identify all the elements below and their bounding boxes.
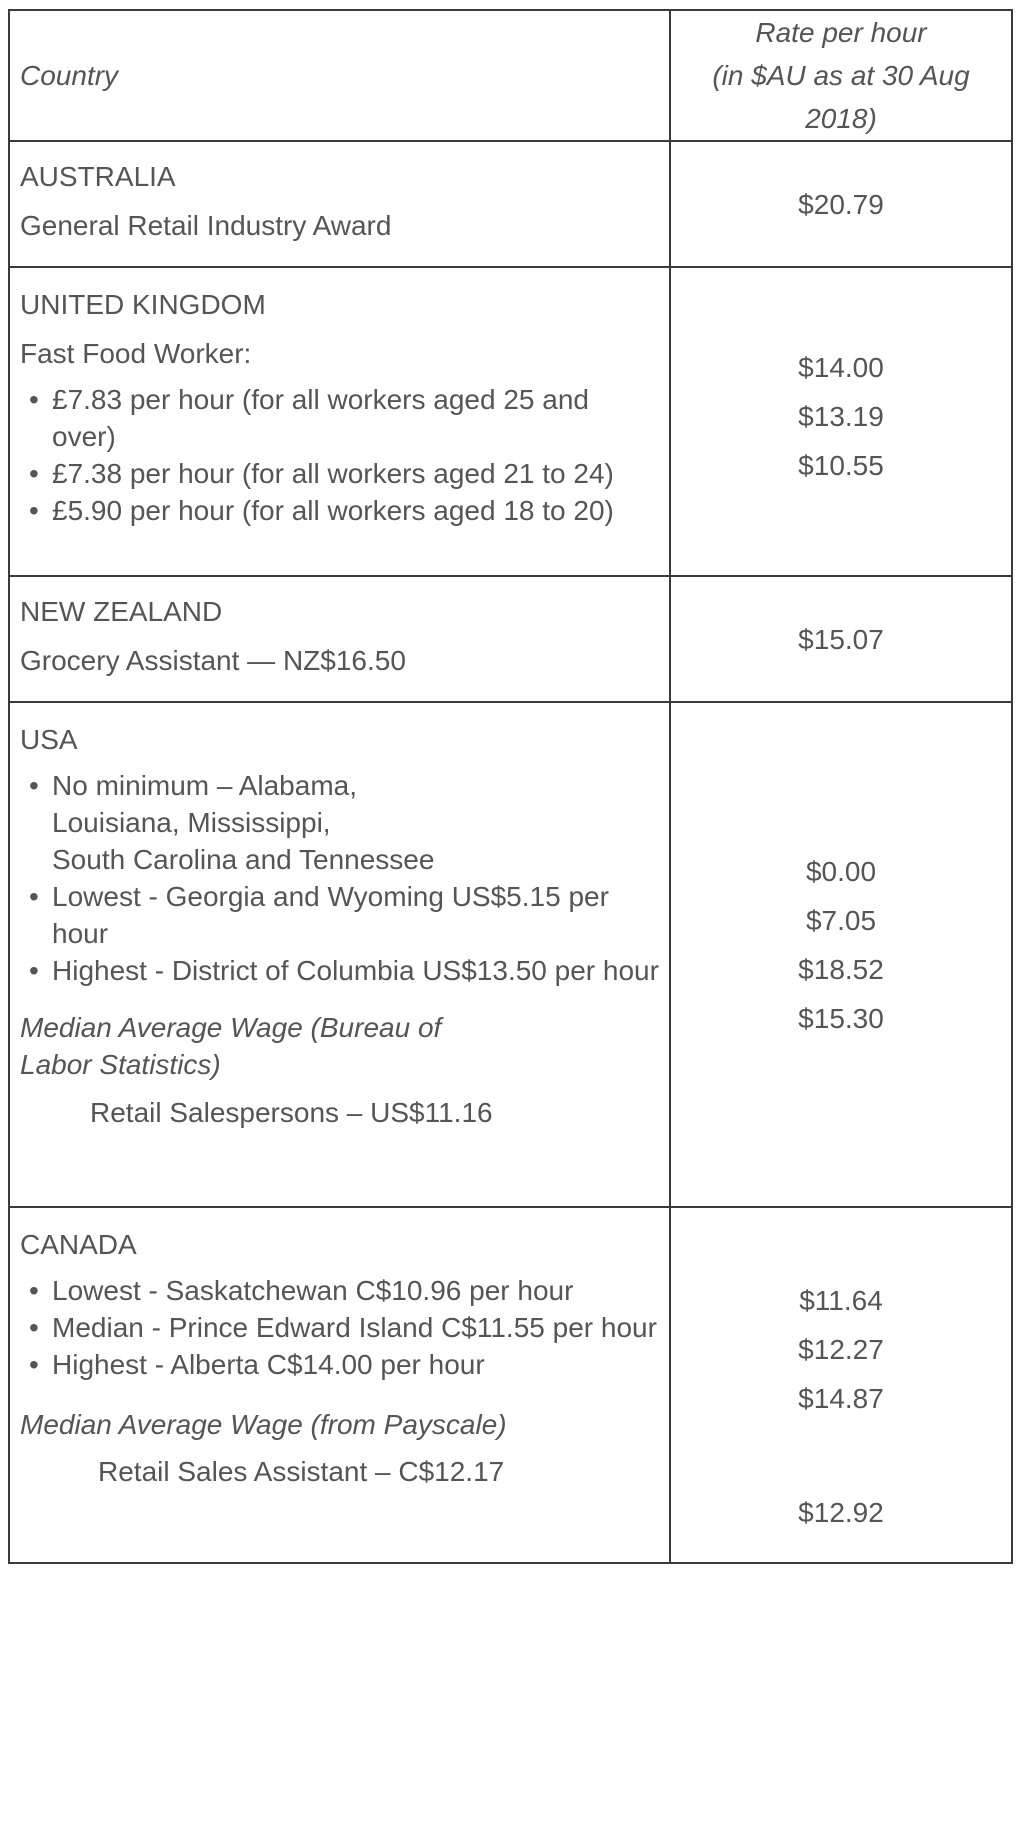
rate-value: $20.79 (798, 188, 884, 220)
rate-cell (670, 576, 1012, 702)
table-row-usa (9, 702, 1012, 1207)
list-item-text: • No minimum – Alabama, Louisiana, Mississippi, (52, 770, 358, 838)
country-cell (9, 1207, 670, 1563)
country-cell (9, 702, 670, 1207)
header-rate (670, 10, 1012, 141)
spacer (20, 989, 659, 1009)
header-rate-line: Rate per hour (755, 17, 927, 48)
rate-cell (670, 1207, 1012, 1563)
rate-value: $18.52 (798, 953, 884, 985)
country-detail: Fast Food Worker: (20, 338, 252, 369)
spacer (675, 1423, 1007, 1488)
median-label: Median Average Wage (Bureau of Labor Statistics) (20, 1012, 442, 1080)
wage-table (8, 9, 1013, 1564)
country-name: USA (20, 724, 78, 755)
rate-value: $15.07 (798, 623, 884, 655)
header-rate-line: (in $AU as at 30 Aug (712, 60, 970, 91)
bullet-list (20, 381, 659, 529)
list-item-text: South Carolina and Tennessee (52, 844, 435, 875)
median-detail: Retail Sales Assistant – C$12.17 (98, 1456, 505, 1487)
header-rate-line: 2018) (805, 103, 877, 134)
country-name: CANADA (20, 1229, 137, 1260)
list-item: • £7.83 per hour (for all workers aged 25 and over) (52, 381, 659, 455)
list-item (52, 767, 659, 878)
country-detail: General Retail Industry Award (20, 210, 392, 241)
rate-value: $12.27 (798, 1334, 884, 1365)
country-cell (9, 141, 670, 267)
list-item: • Highest - District of Columbia US$13.50 per hour (52, 952, 659, 989)
table-header-row (9, 10, 1012, 141)
rate-value: $13.19 (798, 401, 884, 432)
country-name: AUSTRALIA (20, 161, 176, 192)
table-row-canada (9, 1207, 1012, 1563)
rate-value: $10.55 (798, 450, 884, 481)
median-detail: Retail Salespersons – US$11.16 (90, 1097, 493, 1128)
median-rate-value: $12.92 (798, 1497, 884, 1528)
rate-cell (670, 702, 1012, 1207)
rate-cell (670, 141, 1012, 267)
rate-value: $14.00 (798, 352, 884, 383)
bullet-list (20, 767, 659, 989)
list-item: • Highest - Alberta C$14.00 per hour (52, 1346, 659, 1383)
table-row-uk (9, 267, 1012, 576)
list-item: • Lowest - Georgia and Wyoming US$5.15 per hour (52, 878, 659, 952)
spacer (20, 1383, 659, 1403)
rate-value: $14.87 (798, 1383, 884, 1414)
median-label: Median Average Wage (from Payscale) (20, 1409, 507, 1440)
country-cell (9, 267, 670, 576)
country-name: UNITED KINGDOM (20, 289, 266, 320)
list-item: • £7.38 per hour (for all workers aged 21 to 24) (52, 455, 659, 492)
rate-value: $15.30 (798, 1002, 884, 1034)
country-cell (9, 576, 670, 702)
bullet-list (20, 1272, 659, 1383)
list-item: • £5.90 per hour (for all workers aged 18 to 20) (52, 492, 659, 529)
header-country-label: Country (20, 60, 119, 91)
list-item: • Lowest - Saskatchewan C$10.96 per hour (52, 1272, 659, 1309)
header-country (9, 10, 670, 141)
rate-cell (670, 267, 1012, 576)
list-item: • Median - Prince Edward Island C$11.55 per hour (52, 1309, 659, 1346)
country-name: NEW ZEALAND (20, 596, 223, 627)
rate-value: $11.64 (799, 1285, 883, 1316)
rate-value: $0.00 (805, 855, 877, 887)
table-row-australia (9, 141, 1012, 267)
rate-value: $7.05 (805, 904, 877, 936)
table-row-nz (9, 576, 1012, 702)
country-detail: Grocery Assistant — NZ$16.50 (20, 645, 406, 676)
